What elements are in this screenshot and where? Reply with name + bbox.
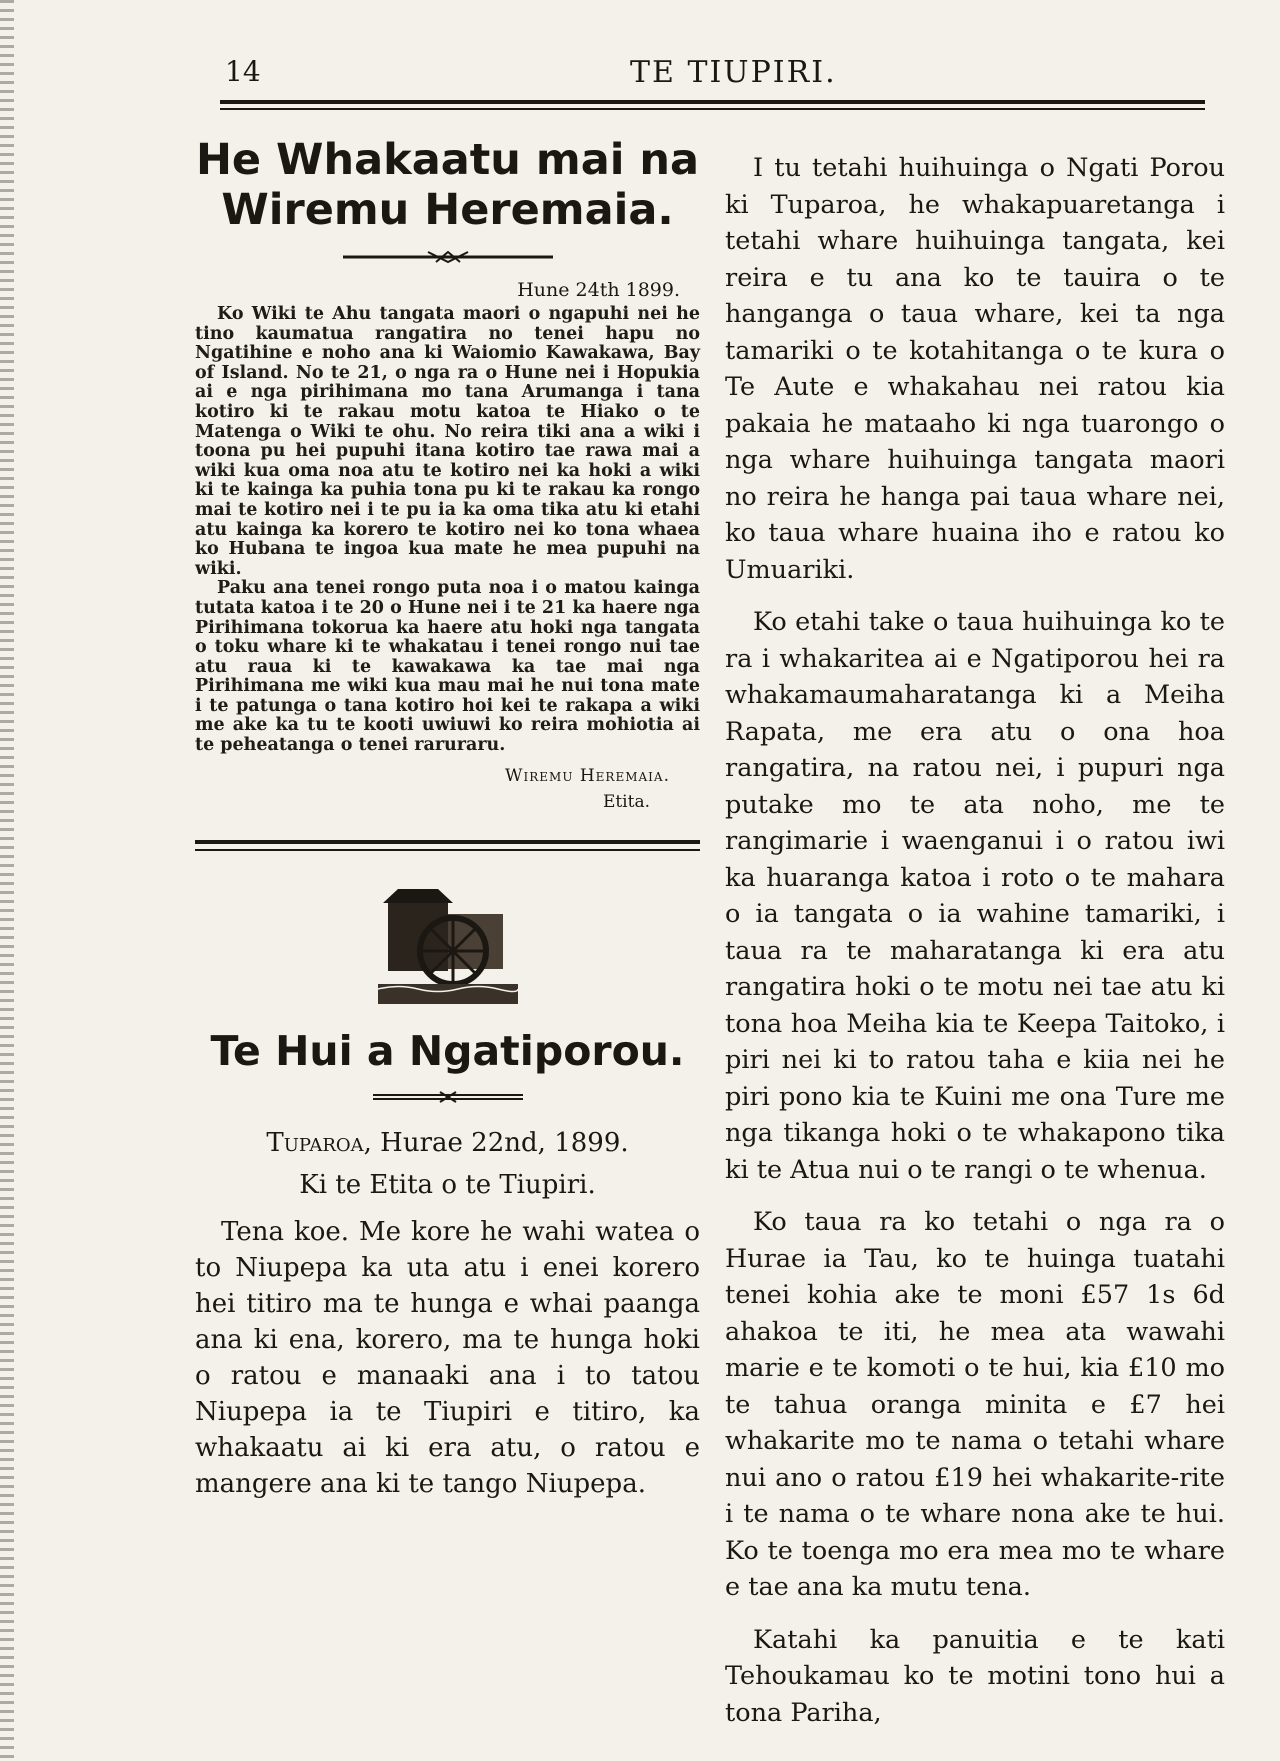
report-headline: Te Hui a Ngatiporou. bbox=[210, 1026, 685, 1075]
right-column bbox=[725, 150, 1225, 1747]
letter-date: Hune 24th 1899. bbox=[517, 279, 680, 301]
dateline-date: Hurae 22nd, 1899. bbox=[371, 1127, 629, 1158]
letter-role: Etita. bbox=[602, 791, 650, 812]
report-dateline bbox=[195, 1128, 700, 1158]
section-rule bbox=[195, 840, 700, 844]
ornament-divider-icon bbox=[338, 249, 558, 265]
article-body bbox=[725, 150, 1225, 1731]
page-number: 14 bbox=[225, 55, 261, 88]
ornament-divider-icon bbox=[368, 1090, 528, 1104]
letter-paragraph: Paku ana tenei rongo puta noa i o matou kainga tutata katoa i te 20 o Hune nei i te 21 ka haere nga Pirihimana tokorua ka haere atu hoki nga tangata o toku whare ki te whakatau i tenei rongo nui tae atu raua ki te kawakawa ka tae mai nga Pirihimana me wiki kua mau mai he nui tona mate i te patunga o tana kotiro hoi kei te rakapa a wiki me ake ka tu te kooti uwiuwi ko reira mohiotia ai te peheatanga o tenei raruraru. bbox=[195, 578, 700, 756]
journal-title: TE TIUPIRI. bbox=[630, 55, 837, 90]
header-rule bbox=[220, 100, 1205, 104]
dateline-place: Tuparoa, bbox=[266, 1127, 372, 1158]
running-head bbox=[0, 0, 1280, 120]
page-edge bbox=[0, 0, 14, 1761]
report-paragraph: Tena koe. Me kore he wahi watea o to Niupepa ka uta atu i enei korero hei titiro ma te hunga e whai paanga ana ki ena, korero, ma te hunga hoki o ratou e manaaki ana i to tatou Niupepa ia te Tiupiri e titiro, ka whakaatu ai ki era atu, o ratou e mangere ana ki te tango Niupepa. bbox=[195, 1216, 700, 1499]
letter-body bbox=[195, 305, 700, 756]
report-body bbox=[195, 1214, 700, 1502]
left-column bbox=[195, 135, 700, 1502]
article-paragraph: Ko etahi take o taua huihuinga ko te ra i whakaritea ai e Ngatiporou hei ra whakamaumaharatanga ki a Meiha Rapata, me era atu o ona hoa rangatira, na ratou nei, i pupuri nga putake mo te ata noho, me te rangimarie i waenganui i o ratou iwi ka huaranga katoa i roto o te mahara o ia tangata o ia wahine tamariki, i taua ra te maharatanga ki era atu rangatira hoki o te motu nei tae atu ki tona hoa Meiha kia te Keepa Taitoko, i piri nei ki to ratou taha e kiia nei he piri pono kia te Kuini me ona Ture me nga tikanga hoki o te whakapono tika ki te Atua nui o te rangi o te whenua. bbox=[725, 607, 1225, 1185]
header-rule-thin bbox=[220, 108, 1205, 110]
report-salutation: Ki te Etita o te Tiupiri. bbox=[299, 1169, 596, 1200]
letter-signature: Wiremu Heremaia. bbox=[505, 765, 670, 786]
section-rule-thin bbox=[195, 849, 700, 851]
water-wheel-illustration bbox=[378, 889, 518, 1004]
letter-headline: He Whakaatu mai na Wiremu Heremaia. bbox=[195, 135, 700, 235]
letter-paragraph: Ko Wiki te Ahu tangata maori o ngapuhi nei he tino kaumatua rangatira no tenei hapu no Ngatihine e noho ana ki Waiomio Kawakawa, Bay of Island. No te 21, o nga ra o Hune nei i Hopukia ai e nga pirihimana mo tana Arumanga i tana kotiro ki te rakau motu katoa te Hiako o te Matenga o Wiki te ohu. No reira tiki ana a wiki i toona pu hei pupuhi itana kotiro tae rawa mai a wiki kua oma noa atu te kotiro nei ka hoki a wiki ki te kainga ka puhia tona pu ki te rakau ka rongo mai te kotiro nei i te pu ia ka oma tika atu ki etahi atu kainga ka korero te kotiro nei ko tona whaea ko Hubana te ingoa kua mate he mea pupuhi na wiki. bbox=[195, 304, 700, 579]
article-paragraph: Katahi ka panuitia e te kati Tehoukamau ko te motini tono hui a tona Pariha, bbox=[725, 1624, 1225, 1728]
article-paragraph: Ko taua ra ko tetahi o nga ra o Hurae ia Tau, ko te huinga tuatahi tenei kohia ake te moni £57 1s 6d ahakoa te iti, he mea ata wawahi marie e te komoti o te hui, kia £10 mo te tahua oranga minita e £7 hei whakarite mo te nama o tetahi whare nui ano o ratou £19 hei whakarite-rite i te nama o te whare nona ake te hui. Ko te toenga mo era mea mo te whare e tae ana ka mutu tena. bbox=[725, 1207, 1225, 1602]
article-paragraph: I tu tetahi huihuinga o Ngati Porou ki Tuparoa, he whakapuaretanga i tetahi whare huihuinga tangata, kei reira e tu ana ko te tauira o te hanganga o taua whare, kei ta nga tamariki o te kotahitanga o te kura o Te Aute e whakahau nei ratou kia pakaia he mataaho ki nga tuarongo o nga whare huihuinga tangata maori no reira he hanga pai taua whare nei, ko taua whare huaina iho e ratou ko Umuariki. bbox=[725, 153, 1225, 585]
